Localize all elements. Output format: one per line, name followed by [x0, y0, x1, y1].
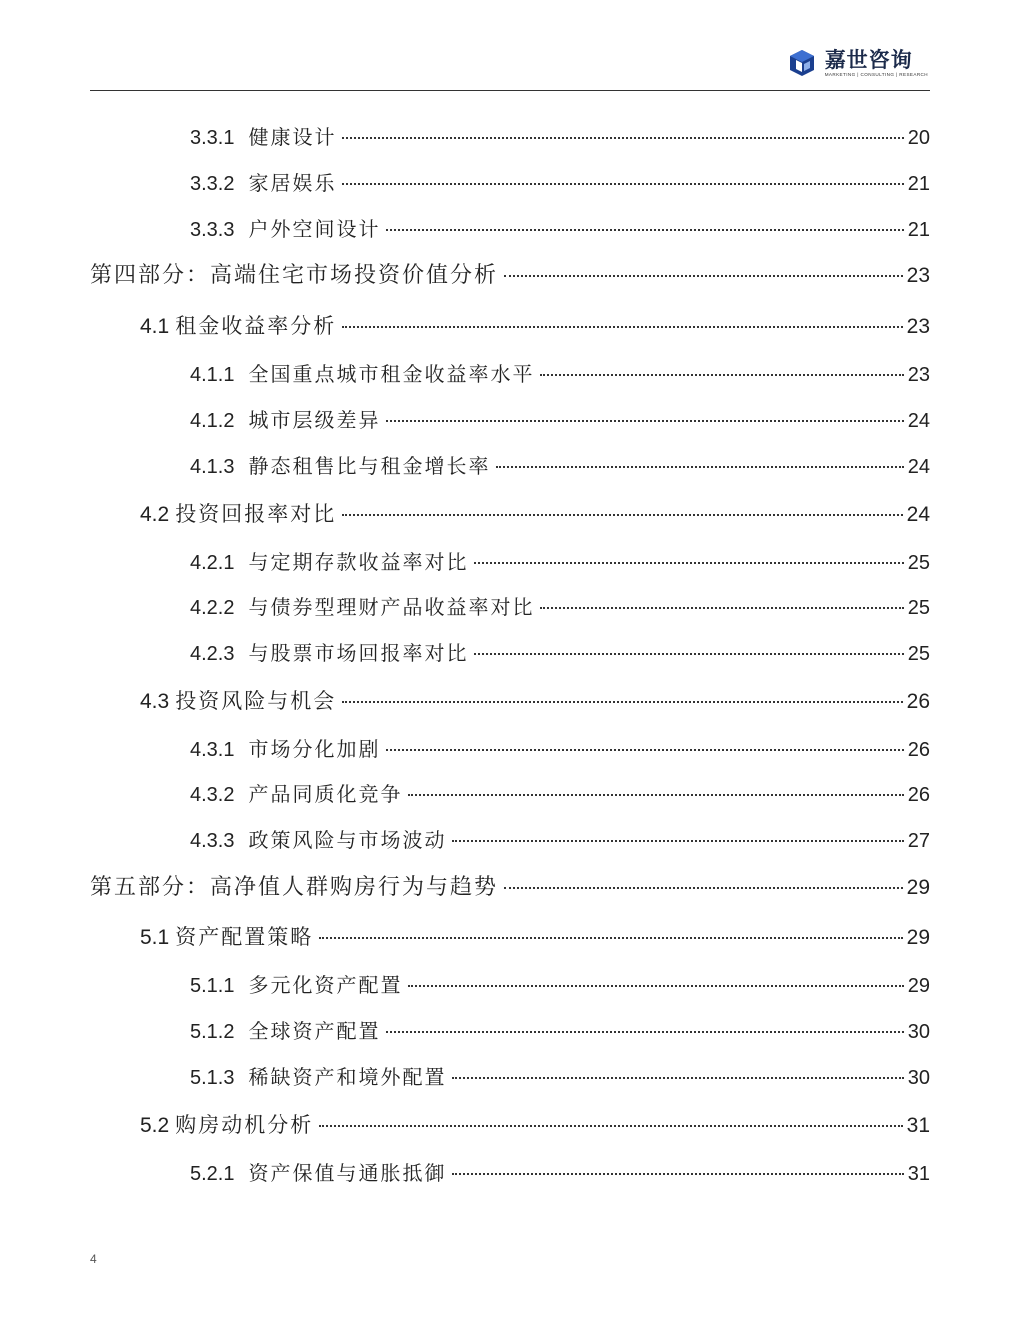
toc-entry-page: 25 — [907, 597, 930, 619]
logo-tagline: MARKETING | CONSULTING | RESEARCH — [824, 71, 928, 77]
toc-entry-title: 健康设计 — [248, 125, 337, 149]
toc-dot-leader — [496, 466, 903, 468]
toc-entry-page: 29 — [907, 975, 930, 997]
toc-dot-leader — [408, 794, 903, 796]
toc-dot-leader — [452, 1077, 903, 1079]
toc-entry-number: 5.1.3 — [190, 1067, 235, 1089]
toc-dot-leader — [342, 183, 903, 185]
toc-entry-number: 4.3.2 — [190, 784, 235, 806]
toc-entry[interactable] — [190, 547, 930, 577]
toc-entry-number: 5.2 — [140, 1114, 170, 1137]
toc-entry-number: 5.1 — [140, 926, 170, 949]
toc-entry[interactable] — [190, 122, 930, 152]
toc-entry[interactable] — [190, 1062, 930, 1092]
toc-entry-page: 21 — [907, 173, 930, 195]
toc-entry-page: 23 — [906, 315, 930, 338]
toc-dot-leader — [342, 137, 903, 139]
toc-entry-page: 26 — [907, 784, 930, 806]
toc-dot-leader — [540, 374, 903, 376]
page-header — [90, 36, 930, 91]
toc-entry[interactable] — [190, 779, 930, 809]
toc-entry-title: 产品同质化竞争 — [248, 782, 403, 806]
toc-entry-number: 3.3.1 — [190, 127, 235, 149]
toc-entry-title: 投资回报率对比 — [175, 502, 337, 526]
toc-entry-number: 4.2.3 — [190, 643, 235, 665]
toc-entry[interactable] — [140, 686, 930, 716]
toc-entry-title: 家居娱乐 — [248, 171, 337, 195]
toc-entry-title: 多元化资产配置 — [248, 973, 403, 997]
toc-entry-page: 27 — [907, 830, 930, 852]
toc-entry-page: 31 — [906, 1114, 930, 1137]
logo-name: 嘉世咨询 — [824, 47, 913, 72]
toc-entry[interactable] — [190, 168, 930, 198]
toc-entry-title: 与股票市场回报率对比 — [248, 641, 469, 665]
toc-entry-title: 第四部分：高端住宅市场投资价值分析 — [90, 263, 499, 288]
toc-entry[interactable] — [190, 214, 930, 244]
toc-entry-title: 稀缺资产和境外配置 — [248, 1065, 447, 1089]
toc-entry-number: 5.2.1 — [190, 1163, 235, 1185]
toc-dot-leader — [319, 937, 902, 939]
toc-entry[interactable] — [140, 922, 930, 952]
toc-entry-number: 4.3 — [140, 690, 170, 713]
toc-entry[interactable] — [140, 311, 930, 341]
toc-entry-title: 与债券型理财产品收益率对比 — [248, 595, 535, 619]
toc-dot-leader — [474, 653, 903, 655]
toc-entry[interactable] — [190, 592, 930, 622]
toc-entry[interactable] — [190, 638, 930, 668]
toc-entry-number: 3.3.2 — [190, 173, 235, 195]
company-logo — [787, 46, 928, 80]
toc-dot-leader — [452, 840, 903, 842]
toc-dot-leader — [386, 1031, 903, 1033]
toc-entry-page: 29 — [906, 926, 930, 949]
toc-entry-page: 31 — [907, 1163, 930, 1185]
toc-dot-leader — [452, 1173, 903, 1175]
toc-entry-page: 25 — [907, 552, 930, 574]
page-number: 4 — [90, 1252, 97, 1266]
toc-entry-page: 23 — [907, 364, 930, 386]
toc-entry[interactable] — [90, 261, 930, 291]
toc-dot-leader — [342, 514, 902, 516]
toc-entry-page: 30 — [907, 1067, 930, 1089]
toc-dot-leader — [504, 887, 903, 889]
toc-entry-page: 25 — [907, 643, 930, 665]
toc-entry-number: 4.1.3 — [190, 456, 235, 478]
toc-entry-page: 26 — [906, 690, 930, 713]
toc-dot-leader — [342, 701, 902, 703]
toc-entry-number: 5.1.2 — [190, 1021, 235, 1043]
toc-entry-title: 购房动机分析 — [175, 1113, 314, 1137]
toc-entry[interactable] — [190, 405, 930, 435]
toc-entry-title: 全国重点城市租金收益率水平 — [248, 362, 535, 386]
toc-entry-page: 30 — [907, 1021, 930, 1043]
toc-entry-page: 21 — [907, 219, 930, 241]
toc-entry-number: 4.1 — [140, 315, 170, 338]
toc-entry-page: 26 — [907, 739, 930, 761]
toc-entry-page: 29 — [906, 876, 930, 899]
toc-dot-leader — [386, 749, 903, 751]
toc-entry-number: 4.1.2 — [190, 410, 235, 432]
toc-dot-leader — [504, 275, 903, 277]
toc-entry-number: 4.2.1 — [190, 552, 235, 574]
toc-entry[interactable] — [190, 734, 930, 764]
toc-entry-number: 4.1.1 — [190, 364, 235, 386]
toc-entry-title: 政策风险与市场波动 — [248, 828, 447, 852]
toc-entry-title: 租金收益率分析 — [175, 314, 337, 338]
jiashi-logo-icon — [787, 48, 817, 78]
toc-entry-page: 20 — [907, 127, 930, 149]
toc-dot-leader — [408, 985, 903, 987]
toc-entry[interactable] — [190, 970, 930, 1000]
toc-entry-title: 资产配置策略 — [175, 925, 314, 949]
toc-entry-title: 全球资产配置 — [248, 1019, 381, 1043]
toc-entry-page: 24 — [907, 456, 930, 478]
toc-entry[interactable] — [140, 1110, 930, 1140]
toc-entry-number: 5.1.1 — [190, 975, 235, 997]
toc-entry[interactable] — [190, 359, 930, 389]
toc-entry-title: 资产保值与通胀抵御 — [248, 1161, 447, 1185]
toc-entry-title: 户外空间设计 — [248, 217, 381, 241]
toc-entry-number: 4.3.3 — [190, 830, 235, 852]
toc-entry-number: 4.2 — [140, 503, 170, 526]
toc-dot-leader — [386, 229, 903, 231]
toc-dot-leader — [540, 607, 903, 609]
toc-dot-leader — [342, 326, 902, 328]
toc-entry-title: 第五部分：高净值人群购房行为与趋势 — [90, 875, 499, 900]
toc-entry[interactable] — [140, 499, 930, 529]
toc-dot-leader — [319, 1125, 902, 1127]
toc-entry[interactable] — [190, 451, 930, 481]
toc-entry-page: 24 — [906, 503, 930, 526]
toc-entry-title: 投资风险与机会 — [175, 689, 337, 713]
toc-entry-number: 4.2.2 — [190, 597, 235, 619]
toc-entry[interactable] — [190, 1016, 930, 1046]
toc-entry[interactable] — [190, 1158, 930, 1188]
toc-dot-leader — [474, 562, 903, 564]
toc-entry-title: 与定期存款收益率对比 — [248, 550, 469, 574]
toc-entry[interactable] — [90, 873, 930, 903]
toc-entry-page: 23 — [906, 264, 930, 287]
toc-entry-title: 城市层级差异 — [248, 408, 381, 432]
toc-entry-title: 静态租售比与租金增长率 — [248, 454, 491, 478]
toc-entry[interactable] — [190, 825, 930, 855]
toc-entry-number: 4.3.1 — [190, 739, 235, 761]
toc-entry-number: 3.3.3 — [190, 219, 235, 241]
toc-dot-leader — [386, 420, 903, 422]
toc-entry-page: 24 — [907, 410, 930, 432]
toc-entry-title: 市场分化加剧 — [248, 737, 381, 761]
